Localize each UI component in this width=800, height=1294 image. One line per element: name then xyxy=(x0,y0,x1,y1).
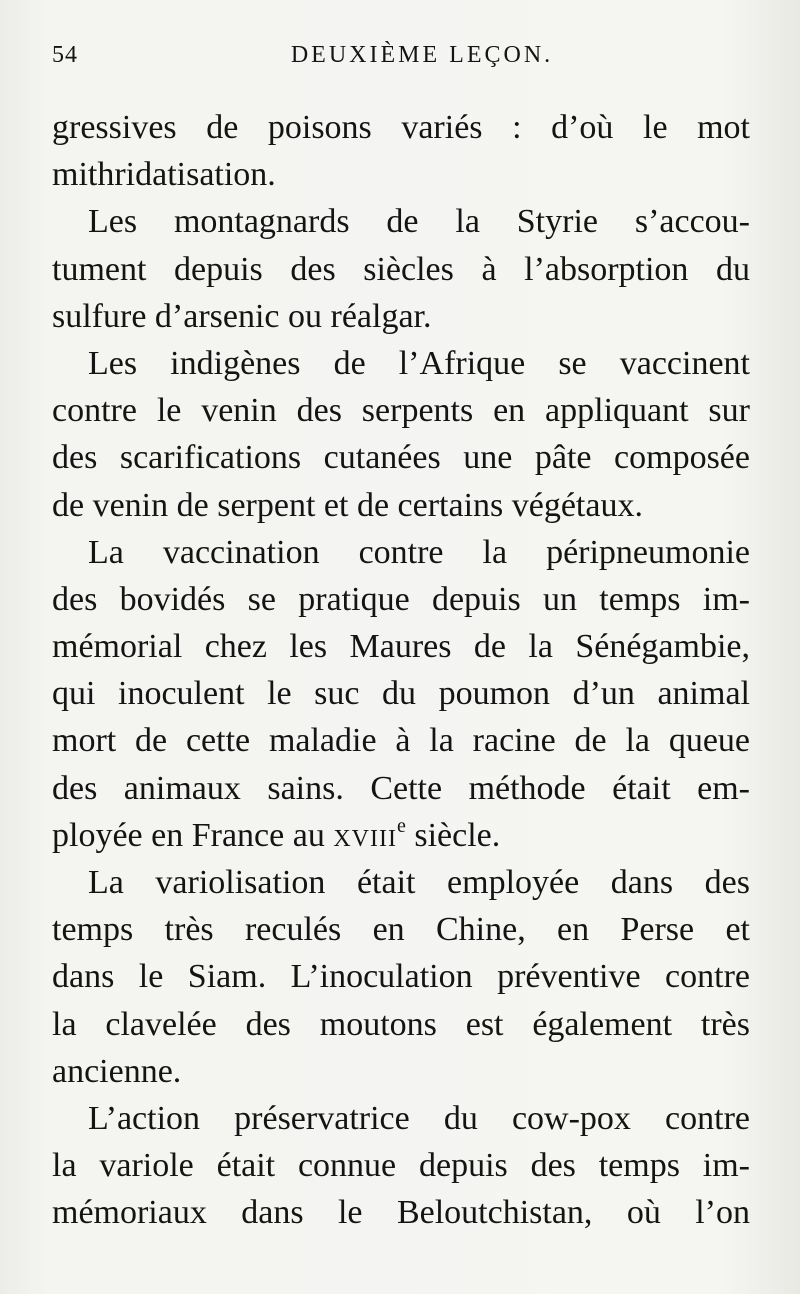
text-line: mort de cette maladie à la racine de la queue xyxy=(52,722,750,760)
text-line: la variole était connue depuis des temps im- xyxy=(52,1147,750,1185)
text-line: des bovidés se pratique depuis un temps im- xyxy=(52,580,750,618)
superscript-e: e xyxy=(396,814,406,837)
text-segment: ployée en France au xyxy=(52,816,334,854)
text-line: contre le venin des serpents en appliquant sur xyxy=(52,392,750,430)
text-line: temps très reculés en Chine, en Perse et xyxy=(52,911,750,949)
page-header xyxy=(52,42,752,76)
running-head: DEUXIÈME LEÇON. xyxy=(290,42,554,68)
paragraph-start-line: Les indigènes de l’Afrique se vaccinent xyxy=(88,344,750,382)
text-line: sulfure d’arsenic ou réalgar. xyxy=(52,297,432,335)
text-line-with-century xyxy=(52,812,750,859)
text-line: qui inoculent le suc du poumon d’un animal xyxy=(52,675,750,713)
body-text xyxy=(52,104,750,1237)
century-numeral: xviii xyxy=(333,816,397,854)
text-line: mémorial chez les Maures de la Sénégambie, xyxy=(52,628,750,666)
paragraph-start-line: L’action préservatrice du cow-pox contre xyxy=(88,1099,750,1137)
text-line: dans le Siam. L’inoculation préventive contre xyxy=(52,958,750,996)
text-line: ancienne. xyxy=(52,1052,182,1090)
text-line: la clavelée des moutons est également très xyxy=(52,1005,750,1043)
text-line: gressives de poisons variés : d’où le mot xyxy=(52,109,750,146)
text-line: des scarifications cutanées une pâte composée xyxy=(52,439,750,477)
paragraph-start-line: La vaccination contre la péripneumonie xyxy=(88,533,750,571)
paragraph-start-line: Les montagnards de la Styrie s’accou- xyxy=(88,203,750,241)
text-segment: siècle. xyxy=(405,816,501,854)
page-number: 54 xyxy=(52,42,78,68)
text-line: de venin de serpent et de certains végétaux. xyxy=(52,486,643,524)
text-line: mithridatisation. xyxy=(52,156,276,194)
text-line: des animaux sains. Cette méthode était em- xyxy=(52,769,750,807)
text-line: tument depuis des siècles à l’absorption du xyxy=(52,250,750,288)
text-line: mémoriaux dans le Beloutchistan, où l’on xyxy=(52,1194,750,1232)
paragraph-start-line: La variolisation était employée dans des xyxy=(88,864,750,901)
